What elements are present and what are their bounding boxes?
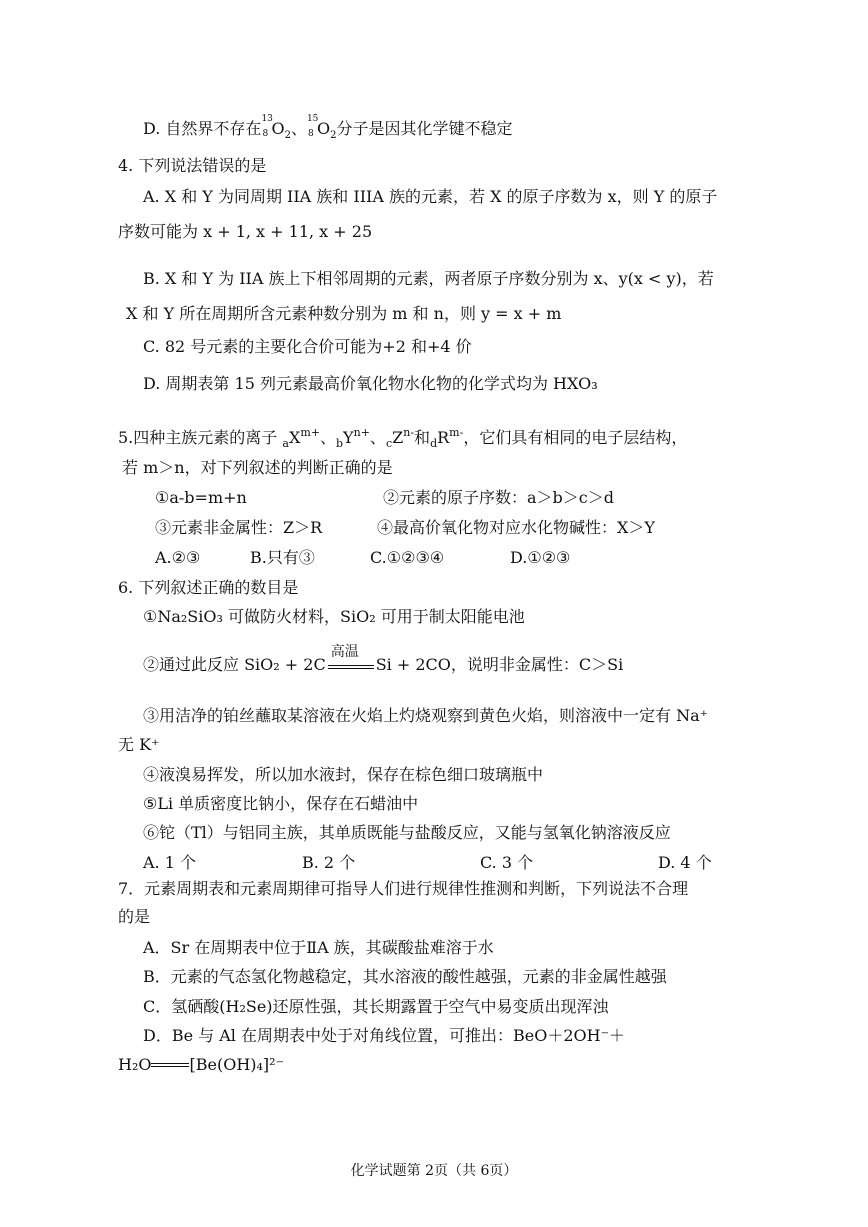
q6-statement-4: ④液溴易挥发，所以加水液封，保存在棕色细口玻璃瓶中	[143, 765, 544, 784]
q7-stem-line2: 的是	[118, 907, 151, 926]
q5-stem-line2: 若 m＞n，对下列叙述的判断正确的是	[122, 458, 393, 477]
q7-option-d-line1: D．Be 与 Al 在周期表中处于对角线位置，可推出：BeO＋2OH⁻＋	[143, 1026, 626, 1045]
q6-statement-2: ②通过此反应 SiO₂ + 2C 高温 Si + 2CO，说明非金属性：C＞Si	[143, 654, 623, 677]
q6-statement-3-line2: 无 K⁺	[118, 735, 160, 754]
q3-option-d: D. 自然界不存在 13 8 $O_2$、 15 8 $O_2$分子是因其化学键不稳定	[143, 114, 513, 142]
q6-statement-6: ⑥铊（Tl）与铝同主族，其单质既能与盐酸反应，又能与氢氧化钠溶液反应	[143, 823, 671, 842]
q7-option-d-line2: H₂O [Be(OH)₄]²⁻	[118, 1055, 285, 1074]
q7-option-b: B．元素的气态氢化物越稳定，其水溶液的酸性越强，元素的非金属性越强	[143, 967, 667, 986]
q7-stem-line1: 7．元素周期表和元素周期律可指导人们进行规律性推测和判断，下列说法不合理	[118, 879, 689, 898]
ion-z: Z	[392, 428, 404, 447]
ion-y: Y	[343, 428, 354, 447]
q4-option-a-line2: 序数可能为 x + 1, x + 11, x + 25	[118, 222, 373, 241]
q4-option-d: D. 周期表第 15 列元素最高价氧化物水化物的化学式均为 HXO₃	[143, 374, 598, 393]
q3-option-d-text: D. 自然界不存在	[143, 119, 262, 138]
isotope-o15: 15 8	[306, 114, 319, 139]
q4-option-a-line1: A. X 和 Y 为同周期 IIA 族和 IIIA 族的元素，若 X 的原子序数为 x，则 Y 的原子	[143, 187, 718, 206]
q7-option-c: C．氢硒酸(H₂Se)还原性强，其长期露置于空气中易变质出现浑浊	[143, 997, 609, 1016]
q5-statement-3: ③元素非金属性：Z＞R	[155, 518, 323, 537]
reaction-condition: 高温	[326, 655, 376, 677]
q6-option-c: C. 3 个	[480, 853, 534, 872]
q6-option-b: B. 2 个	[302, 853, 356, 872]
q5-statement-1: ①a-b=m+n	[155, 488, 247, 507]
q5-stem-line1: 5.四种主族元素的离子 $_aX^{m+}$、$_bY^{n+}$、$_cZ^{n-}$和$_dR^{m-}$，它们具有相同的电子层结构，	[118, 426, 688, 450]
q4-option-b-line1: B. X 和 Y 为 IIA 族上下相邻周期的元素，两者原子序数分别为 x、y(x < y)，若	[143, 269, 714, 288]
q6-option-a: A. 1 个	[143, 853, 196, 872]
q5-option-b: B.只有③	[250, 548, 315, 567]
q6-statement-3-line1: ③用洁净的铂丝蘸取某溶液在火焰上灼烧观察到黄色火焰，则溶液中一定有 Na⁺	[143, 706, 709, 725]
q5-option-c: C.①②③④	[370, 548, 445, 567]
page-footer: 化学试题第 2页（共 6页）	[350, 1163, 518, 1179]
q5-option-a: A.②③	[155, 548, 201, 567]
q6-statement-5: ⑤Li 单质密度比钠小，保存在石蜡油中	[143, 794, 419, 813]
equals-sign	[151, 1062, 189, 1070]
q4-stem: 4. 下列说法错误的是	[118, 156, 267, 175]
isotope-o13: 13 8	[261, 114, 273, 139]
q5-option-d: D.①②③	[510, 548, 571, 567]
q4-option-c: C. 82 号元素的主要化合价可能为+2 和+4 价	[143, 337, 472, 356]
q6-statement-1: ①Na₂SiO₃ 可做防火材料，SiO₂ 可用于制太阳能电池	[143, 607, 525, 626]
q7-option-a: A．Sr 在周期表中位于ⅡA 族，其碳酸盐难溶于水	[143, 938, 494, 957]
ion-r: R	[437, 428, 450, 447]
q6-option-d: D. 4 个	[658, 853, 712, 872]
q5-statement-4: ④最高价氧化物对应水化物碱性：X＞Y	[377, 518, 655, 537]
q5-statement-2: ②元素的原子序数：a＞b＞c＞d	[383, 488, 614, 507]
q6-stem: 6. 下列叙述正确的数目是	[118, 578, 299, 597]
q4-option-b-line2: X 和 Y 所在周期所含元素种数分别为 m 和 n，则 y = x + m	[126, 304, 562, 323]
ion-x: X	[288, 428, 301, 447]
